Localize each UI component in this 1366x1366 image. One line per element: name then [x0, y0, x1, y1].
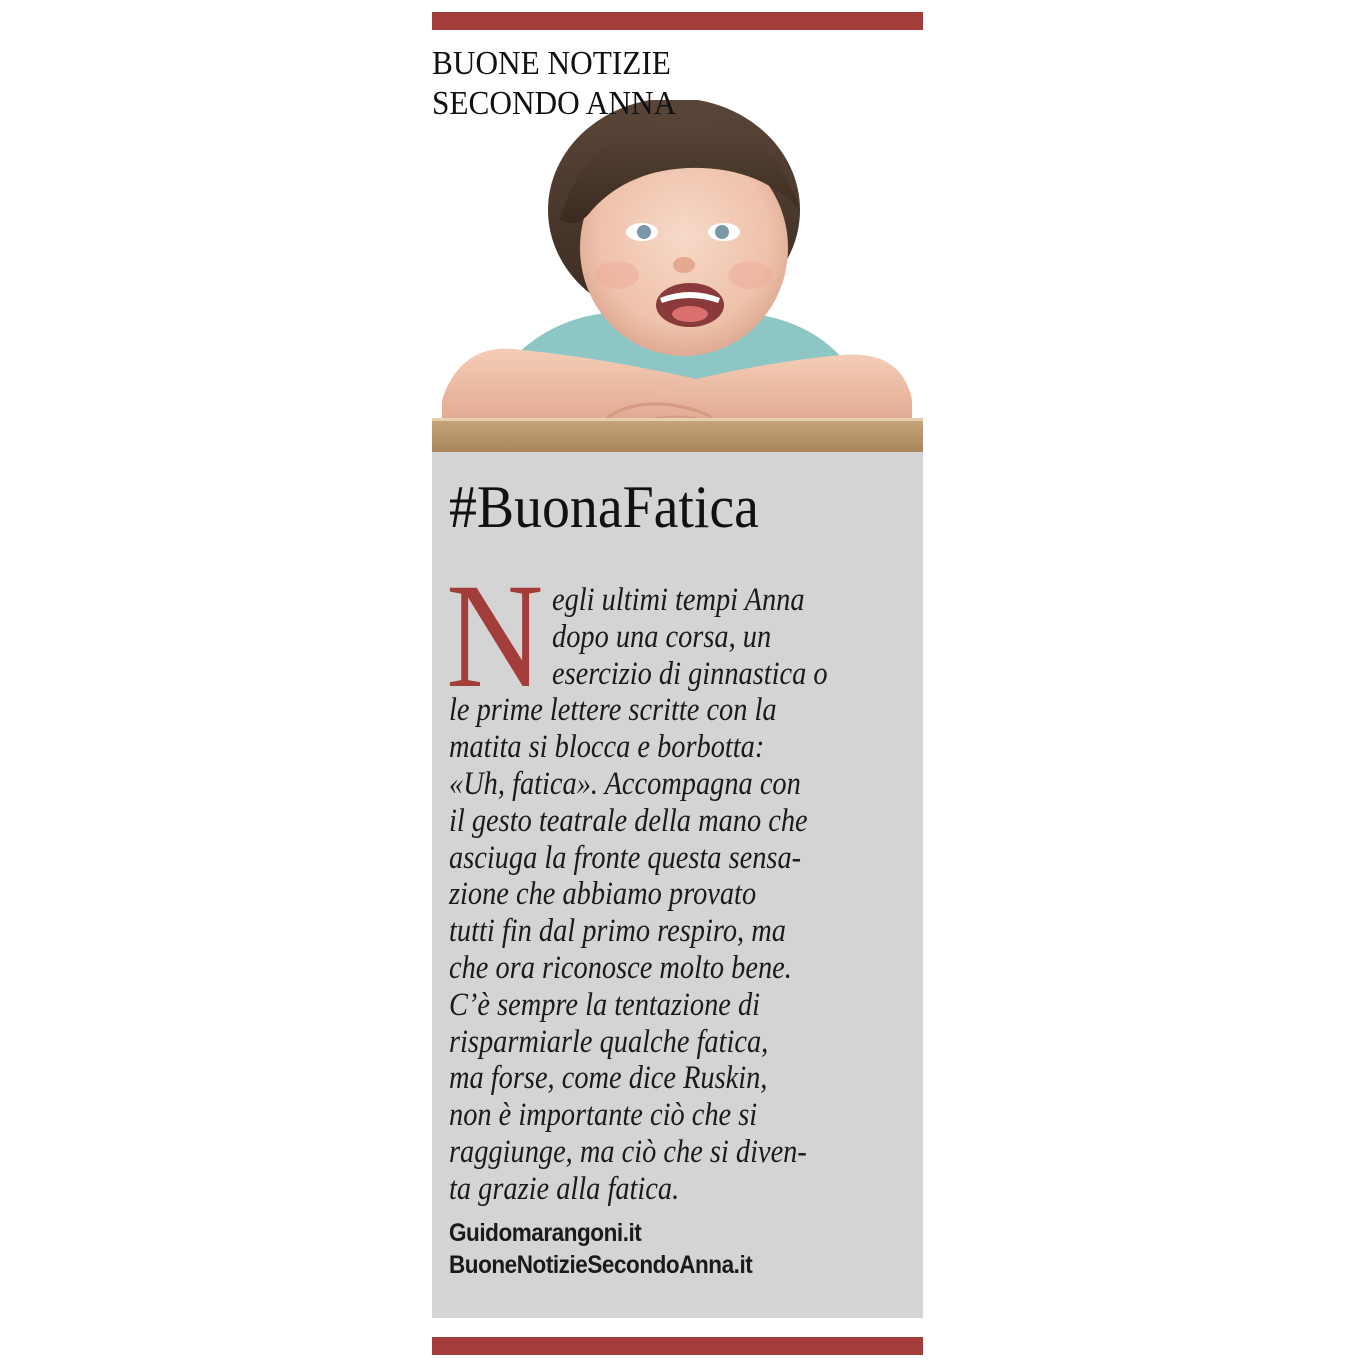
child-photo [432, 100, 923, 452]
body-line: C’è sempre la tentazione di [449, 986, 761, 1023]
body-line: zione che abbiamo provato [449, 876, 757, 913]
footer-link-buonenotizie[interactable]: BuoneNotizieSecondoAnna.it [449, 1251, 753, 1279]
body-line: matita si blocca e borbotta: [449, 729, 765, 766]
body-line: tutti fin dal primo respiro, ma [449, 913, 786, 950]
body-line: egli ultimi tempi Anna [552, 582, 805, 618]
bottom-rule [432, 1337, 923, 1355]
body-line: le prime lettere scritte con la [449, 692, 777, 729]
body-line: che ora riconosce molto bene. [449, 950, 792, 986]
body-line: risparmiarle qualche fatica, [449, 1023, 769, 1060]
kicker-line-1: BUONE NOTIZIE [432, 45, 671, 82]
column-kicker [432, 44, 726, 124]
body-line: ma forse, come dice Ruskin, [449, 1060, 768, 1097]
top-rule [432, 12, 923, 30]
body-line: ta grazie alla fatica. [449, 1170, 680, 1207]
kicker-line-2: SECONDO ANNA [432, 85, 677, 122]
footer-link-guidomarangoni[interactable]: Guidomarangoni.it [449, 1219, 642, 1247]
body-line: il gesto teatrale della mano che [449, 802, 808, 839]
body-line: esercizio di ginnastica o [552, 655, 828, 692]
body-line: non è importante ciò che si [449, 1097, 758, 1134]
headline: #BuonaFatica [449, 474, 759, 540]
body-line: dopo una corsa, un [552, 618, 772, 655]
body-line: asciuga la fronte questa sensa- [449, 839, 802, 876]
drop-cap: N [446, 553, 544, 719]
body-line: raggiunge, ma ciò che si diven- [449, 1134, 807, 1170]
body-line: «Uh, fatica». Accompagna con [449, 766, 801, 802]
